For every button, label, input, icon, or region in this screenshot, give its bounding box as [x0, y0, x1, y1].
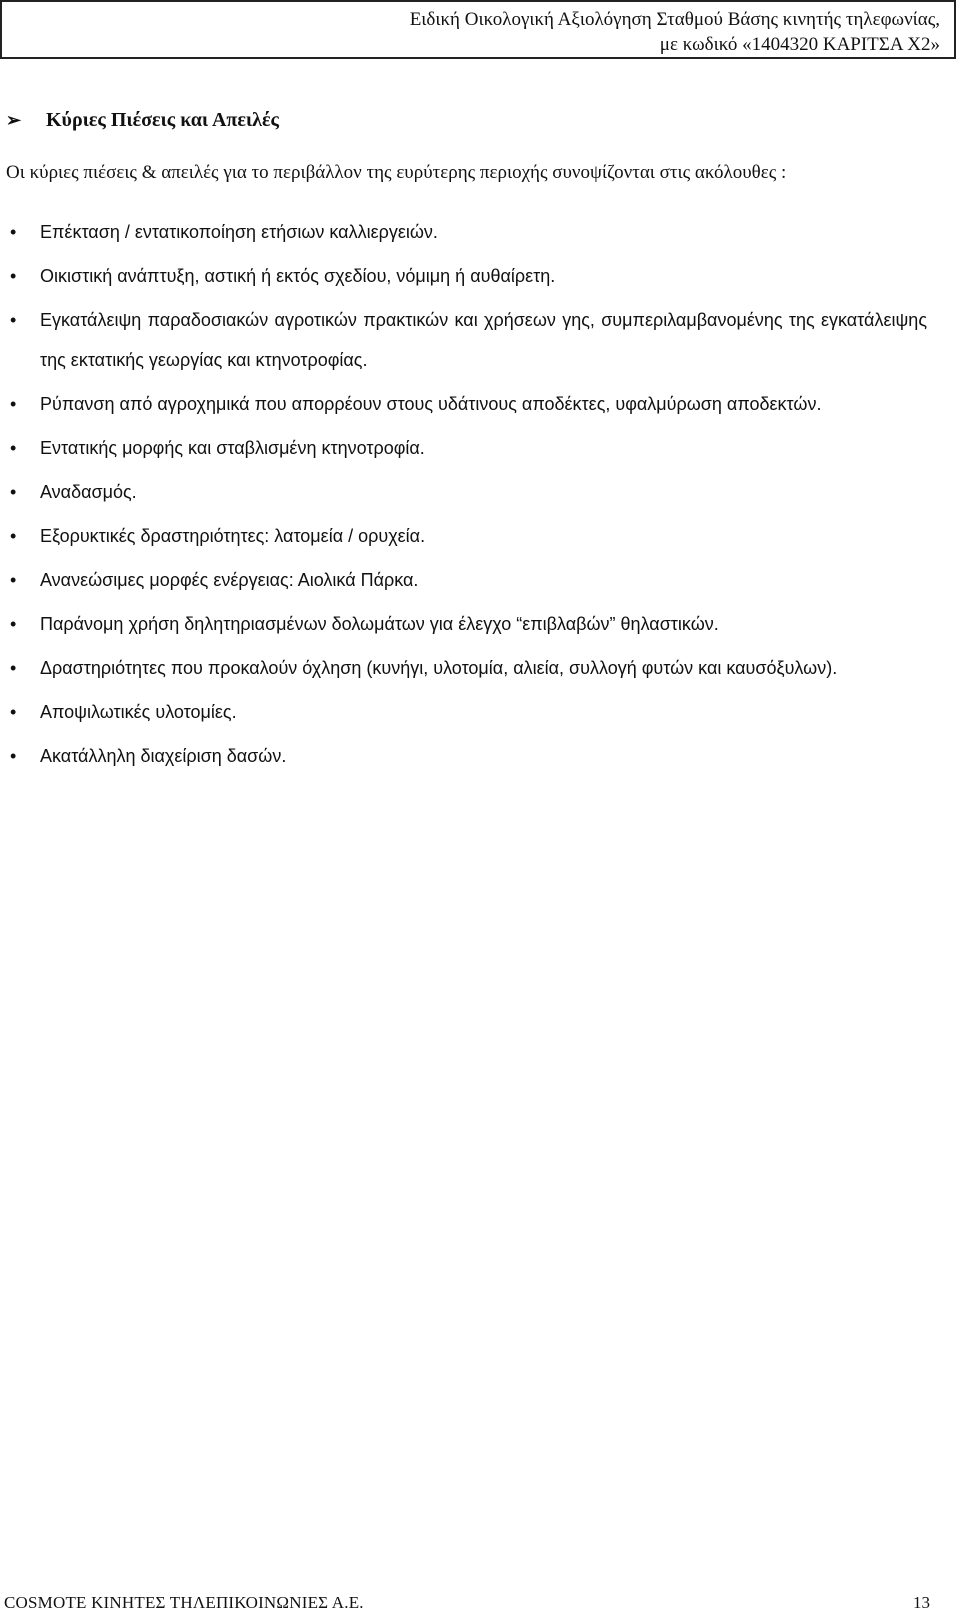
list-item-text: Ρύπανση από αγροχημικά που απορρέουν στους υδάτινους αποδέκτες, υφαλμύρωση αποδεκτών.: [40, 394, 822, 414]
bullet-icon: •: [10, 658, 17, 678]
list-item-text: Εξορυκτικές δραστηριότητες: λατομεία / ορυχεία.: [40, 526, 426, 546]
list-item: [0, 212, 927, 252]
list-item: [0, 384, 927, 424]
bullet-icon: •: [10, 482, 17, 502]
footer-company: COSMOTE ΚΙΝΗΤΕΣ ΤΗΛΕΠΙΚΟΙΝΩΝΙΕΣ Α.Ε.: [4, 1593, 364, 1612]
pressures-list: [0, 212, 960, 780]
bullet-icon: •: [10, 438, 17, 458]
bullet-icon: •: [10, 570, 17, 590]
list-item-text: Οικιστική ανάπτυξη, αστική ή εκτός σχεδίου, νόμιμη ή αυθαίρετη.: [40, 266, 556, 286]
bullet-icon: •: [10, 394, 17, 414]
arrowhead-bullet-icon: ➢: [6, 110, 22, 130]
list-item: [0, 516, 927, 556]
bullet-icon: •: [10, 266, 17, 286]
intro-paragraph: Οι κύριες πιέσεις & απειλές για το περιβάλλον της ευρύτερης περιοχής συνοψίζονται στις ακόλουθες :: [6, 162, 787, 183]
header-title-line2: με κωδικό «1404320 ΚΑΡΙΤΣΑ Χ2»: [659, 34, 940, 55]
list-item-text: Ακατάλληλη διαχείριση δασών.: [40, 746, 287, 766]
bullet-icon: •: [10, 614, 17, 634]
list-item: [0, 428, 927, 468]
bullet-icon: •: [10, 310, 17, 330]
list-item: [0, 604, 927, 644]
header-title-line1: Ειδική Οικολογική Αξιολόγηση Σταθμού Βάσης κινητής τηλεφωνίας,: [409, 9, 940, 30]
list-item-text: Δραστηριότητες που προκαλούν όχληση (κυνήγι, υλοτομία, αλιεία, συλλογή φυτών και καυσόξυλων).: [40, 658, 838, 678]
section-title: Κύριες Πιέσεις και Απειλές: [46, 109, 279, 131]
bullet-icon: •: [10, 526, 17, 546]
list-item-text: Επέκταση / εντατικοποίηση ετήσιων καλλιεργειών.: [40, 222, 438, 242]
list-item: [0, 300, 927, 380]
list-item: [0, 560, 927, 600]
bullet-icon: •: [10, 222, 17, 242]
list-item-text: Εγκατάλειψη παραδοσιακών αγροτικών πρακτικών και χρήσεων γης, συμπεριλαμβανομένης της εγκατάλειψης της εκτατικής γεωργίας και κτηνοτροφίας.: [40, 310, 927, 370]
list-item: [0, 472, 927, 512]
list-item: [0, 256, 927, 296]
list-item: [0, 648, 927, 688]
bullet-icon: •: [10, 702, 17, 722]
list-item: [0, 736, 927, 776]
section-heading: [6, 109, 279, 132]
list-item: [0, 692, 927, 732]
list-item-text: Εντατικής μορφής και σταβλισμένη κτηνοτροφία.: [40, 438, 425, 458]
list-item-text: Αποψιλωτικές υλοτομίες.: [40, 702, 237, 722]
page-header: [0, 0, 956, 59]
list-item-text: Αναδασμός.: [40, 482, 137, 502]
page-number: 13: [913, 1593, 930, 1612]
bullet-icon: •: [10, 746, 17, 766]
list-item-text: Ανανεώσιμες μορφές ενέργειας: Αιολικά Πάρκα.: [40, 570, 419, 590]
list-item-text: Παράνομη χρήση δηλητηριασμένων δολωμάτων για έλεγχο “επιβλαβών” θηλαστικών.: [40, 614, 719, 634]
